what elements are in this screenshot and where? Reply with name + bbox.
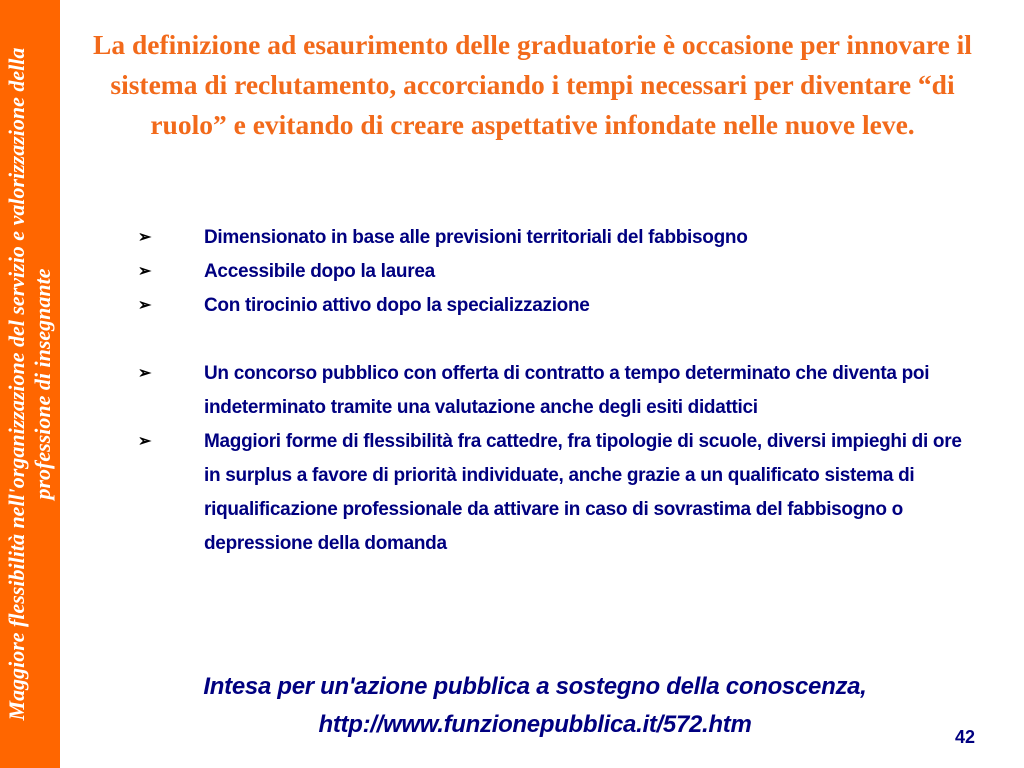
bullet-text: Un concorso pubblico con offerta di contratto a tempo determinato che diventa poi indeterminato tramite una valutazione anche degli esiti didattici: [204, 363, 930, 418]
sidebar-title: Maggiore flessibilità nell'organizzazione del servizio e valorizzazione della professione di insegnante: [4, 47, 55, 721]
bullet-text: Maggiori forme di flessibilità fra cattedre, fra tipologie di scuole, diversi impieghi di ore in surplus a favore di priorità individuate, anche grazie a un qualificato sistema di riqualificazione professionale da attivare in caso di sovrastima del fabbisogno o depressione della domanda: [204, 431, 962, 554]
bullet-text: Con tirocinio attivo dopo la specializzazione: [204, 295, 590, 316]
arrow-bullet-icon: ➢: [138, 433, 152, 450]
bullet-item: [138, 357, 968, 425]
bullet-item: [138, 221, 968, 255]
bullet-item: [138, 425, 968, 561]
bullet-text: Accessibile dopo la laurea: [204, 261, 435, 282]
source-citation: [110, 668, 960, 744]
slide-title: La definizione ad esaurimento delle graduatorie è occasione per innovare il sistema di reclutamento, accorciando i tempi necessari per diventare “di ruolo” e evitando di creare aspettative infondate nelle nuove leve.: [93, 29, 972, 140]
arrow-bullet-icon: ➢: [138, 263, 152, 280]
arrow-bullet-icon: ➢: [138, 229, 152, 246]
page-number: 42: [955, 727, 976, 747]
bullet-text: Dimensionato in base alle previsioni territoriali del fabbisogno: [204, 227, 748, 248]
arrow-bullet-icon: ➢: [138, 365, 152, 382]
arrow-bullet-icon: ➢: [138, 297, 152, 314]
citation-url[interactable]: http://www.funzionepubblica.it/572.htm: [318, 711, 752, 738]
bullet-list: [138, 221, 968, 561]
bullet-item: [138, 289, 968, 323]
sidebar-band: [0, 0, 60, 768]
citation-title: Intesa per un'azione pubblica a sostegno della conoscenza,: [203, 673, 867, 700]
bullet-item: [138, 255, 968, 289]
